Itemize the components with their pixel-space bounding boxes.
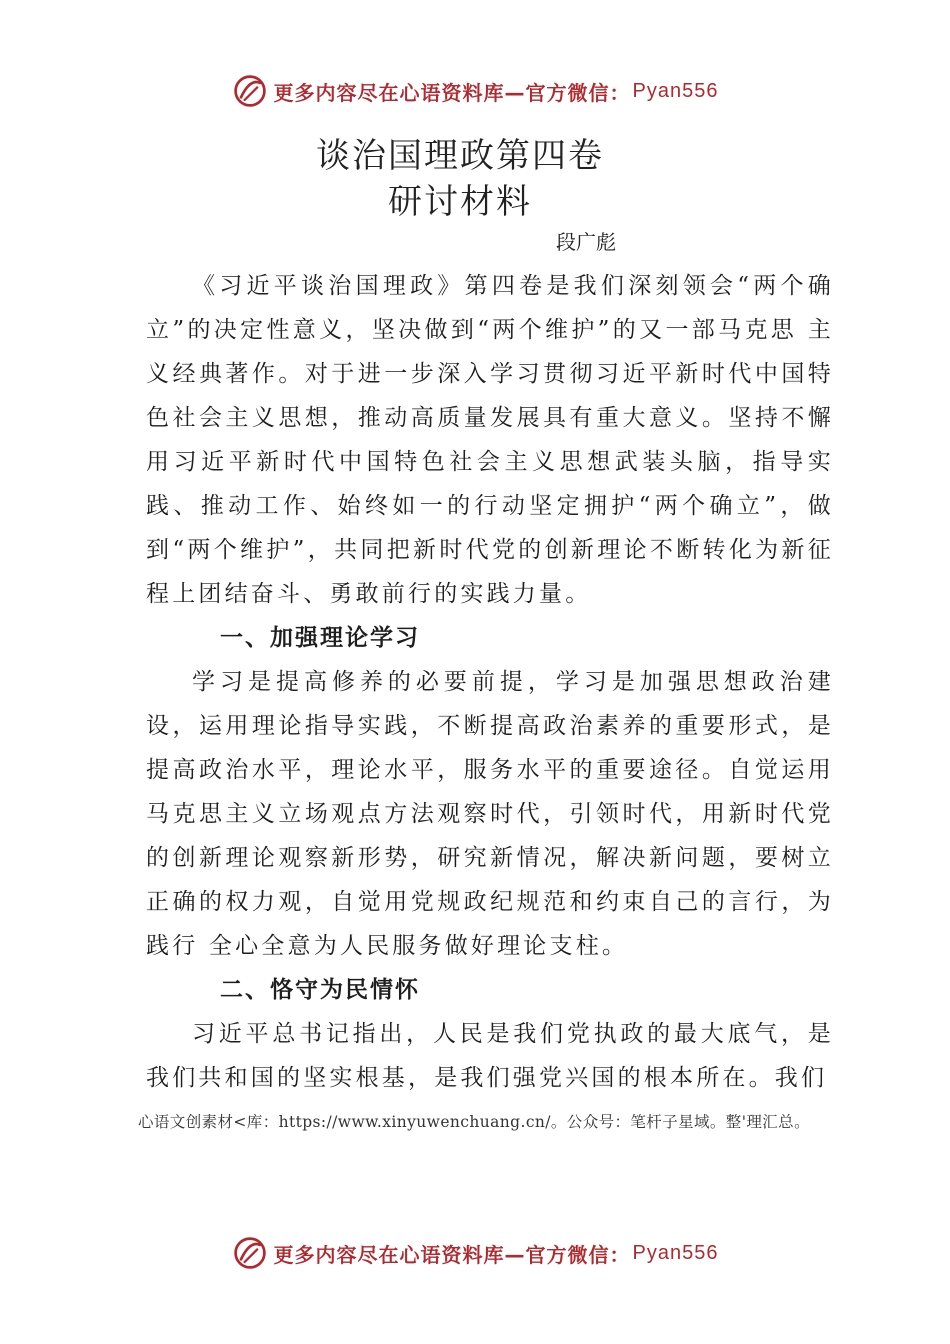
banner-text: 更多内容尽在心语资料库—官方微信： (273, 80, 631, 105)
footer-watermark-banner (0, 1230, 950, 1276)
brand-logo-icon (232, 1235, 268, 1271)
section-heading-1: 一、加强理论学习 (220, 625, 420, 651)
document-body (146, 264, 834, 1100)
brand-logo-icon (232, 73, 268, 109)
document-subtitle: 研讨材料 (388, 182, 532, 222)
footer-source-note: 心语文创素材<库：https://www.xinyuwenchuang.cn/。公众号：笔杆子星域。整'理汇总。 (138, 1113, 810, 1131)
author-name: 段广彪 (556, 230, 616, 254)
header-watermark-banner (0, 68, 950, 114)
banner-wechat-id: Pyan556 (632, 1241, 719, 1264)
section-2-paragraph: 习近平总书记指出，人民是我们党执政的最大底气，是我们共和国的坚实根基，是我们强党兴国的根本所在。我们 (146, 1021, 834, 1091)
section-1-paragraph: 学习是提高修养的必要前提，学习是加强思想政治建设，运用理论指导实践，不断提高政治素养的重要形式，是提高政治水平，理论水平，服务水平的重要途径。自觉运用马克思主义立场观点方法观察时代，引领时代，用新时代党的创新理论观察新形势，研究新情况，解决新问题，要树立正确的权力观，自觉用党规政纪规范和约束自己的言行，为践行 全心全意为人民服务做好理论支柱。 (146, 669, 834, 959)
banner-text: 更多内容尽在心语资料库—官方微信： (273, 1242, 631, 1267)
banner-wechat-id: Pyan556 (632, 79, 719, 102)
intro-paragraph: 《习近平谈治国理政》第四卷是我们深刻领会“两个确立”的决定性意义，坚决做到“两个维护”的又一部马克思 主义经典著作。对于进一步深入学习贯彻习近平新时代中国特色社会主义思想，推动高质量发展具有重大意义。坚持不懈用习近平新时代中国特色社会主义思想武装头脑，指导实践、推动工作、始终如一的行动坚定拥护“两个确立”，做到“两个维护”，共同把新时代党的创新理论不断转化为新征程上团结奋斗、勇敢前行的实践力量。 (146, 273, 834, 607)
document-title: 谈治国理政第四卷 (316, 136, 604, 176)
section-heading-2: 二、恪守为民情怀 (220, 977, 420, 1003)
